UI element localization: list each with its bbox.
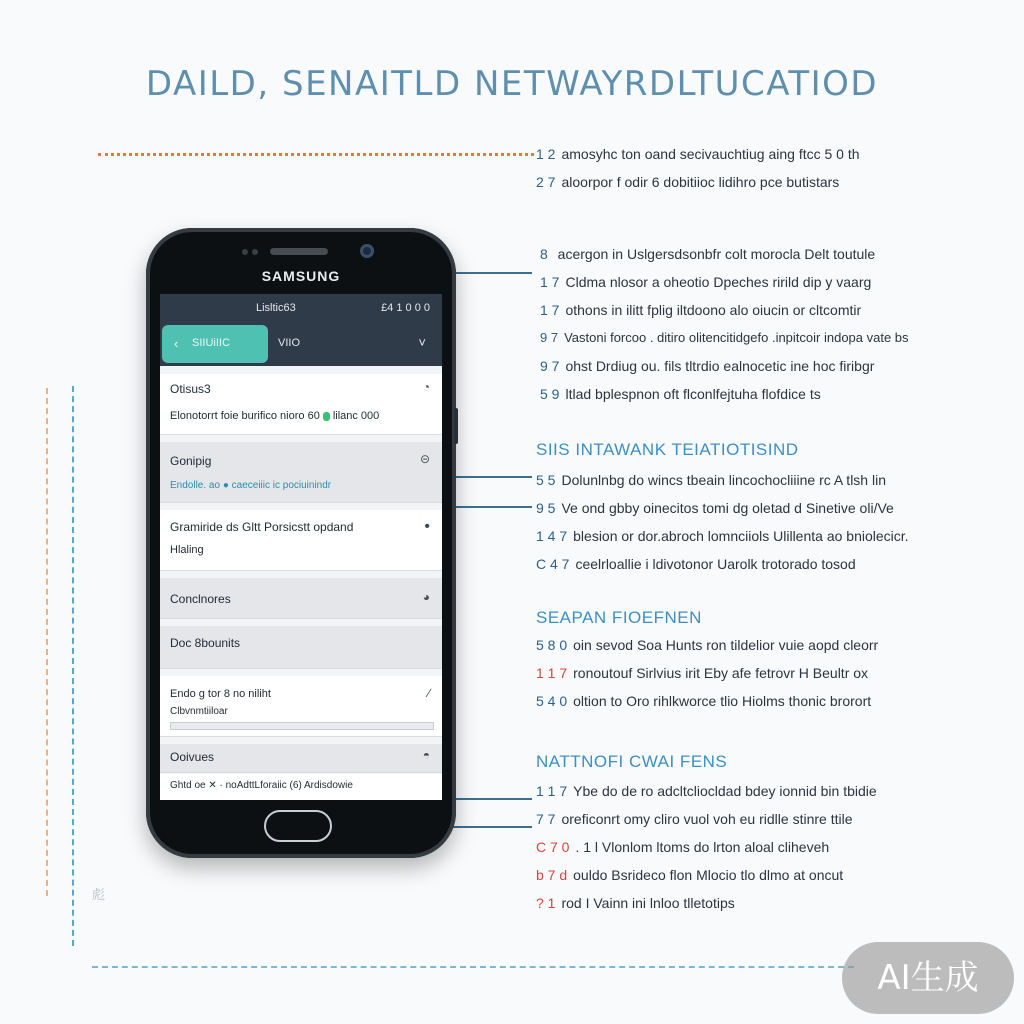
row-text: ohst Drdiug ou. fils tltrdio ealnocetic ine hoc firibgr (565, 358, 875, 374)
row-number: C 4 7 (536, 556, 570, 572)
bottom-guide (92, 966, 854, 968)
left-blue-guide (72, 386, 74, 946)
list-item-title: Gramiride ds Gltt Porsicstt opdand (170, 520, 354, 534)
list-item-title: Gonipig (170, 454, 212, 468)
minus-circle-icon[interactable]: ⊝ (419, 452, 430, 466)
row-number: 1 7 (540, 302, 560, 318)
refresh-circle-icon[interactable]: ◕ (422, 590, 430, 604)
list-item[interactable] (160, 510, 442, 571)
list-item (536, 528, 909, 544)
list-item (540, 302, 861, 318)
list-item-title: Ooivues (170, 750, 215, 764)
list-item[interactable] (160, 578, 442, 619)
row-number: 1 2 (536, 146, 556, 162)
row-number: 1 4 7 (536, 528, 568, 544)
list-item-title: Conclnores (170, 592, 231, 606)
row-text: blesion or dor.abroch lomnciiols Ulillenta ao bniolecicr. (573, 528, 909, 544)
list-item (536, 811, 852, 827)
list-item (540, 246, 875, 262)
proximity-sensor (242, 249, 248, 255)
list-item (536, 472, 886, 488)
circle-icon[interactable]: ◓ (422, 748, 430, 762)
side-button[interactable] (454, 408, 458, 444)
row-number: 8 (540, 246, 548, 262)
row-text: ltlad bplespnon oft flconlfejtuha flofdice ts (565, 386, 821, 402)
earpiece-speaker (270, 248, 328, 255)
row-text: ouldo Bsrideco flon Mlocio tlo dlmo at oncut (573, 867, 844, 883)
phone-brand: SAMSUNG (261, 268, 341, 284)
row-number: 7 7 (536, 811, 556, 827)
row-text: rod I Vainn ini lnloo tlletotips (561, 895, 735, 911)
row-text: amosyhc ton oand secivauchtiug aing ftcc 5 0 th (561, 146, 860, 162)
section-heading: NATTNOFI CWAI FENS (536, 752, 728, 771)
row-number: 5 4 0 (536, 693, 568, 709)
diagram-title: DAILD, SENAITLD NETWAYRDLTUCATIOD (145, 64, 879, 104)
row-text: Ybe do de ro adcltcliocldad bdey ionnid bin tbidie (573, 783, 877, 799)
row-text: othons in ilitt fplig iltdoono alo oiucin or cltcomtir (565, 302, 862, 318)
home-button[interactable] (264, 810, 332, 842)
row-number: 5 5 (536, 472, 556, 488)
row-text: ronoutouf Sirlvius irit Eby afe fetrovr H Beultr ox (573, 665, 869, 681)
list-item-subtitle: Endolle. ao ● caeceiiic ic pociuinindr (170, 480, 332, 491)
list-item-subtitle-b: lilanc 000 (332, 410, 380, 422)
back-button[interactable] (162, 325, 268, 363)
list-item (536, 867, 843, 883)
row-text: oltion to Oro rihlkworce tlio Hiolms thonic brorort (573, 693, 872, 709)
list-item[interactable] (160, 676, 442, 737)
list-item-subtitle: Clbvnmtiiloar (170, 706, 228, 717)
row-number: 5 9 (540, 386, 560, 402)
list-item (536, 637, 878, 653)
list-item-subtitle (170, 410, 379, 422)
list-item (540, 330, 909, 345)
row-number: 9 7 (540, 358, 560, 374)
front-camera-icon (360, 244, 374, 258)
row-text: Cldma nlosor a oheotio Dpeches ririld dip y vaarg (565, 274, 872, 290)
chevron-left-icon: ‹ (174, 336, 179, 351)
edit-icon[interactable]: ∕ (427, 686, 430, 700)
corner-mark: 彪 (92, 887, 106, 902)
list-item-title: Doc 8bounits (170, 636, 241, 650)
list-item (536, 665, 868, 681)
row-text: aloorpor f odir 6 dobitiioc lidihro pce butistars (561, 174, 840, 190)
light-sensor (252, 249, 258, 255)
list-item (540, 358, 874, 374)
row-text: Ve ond gbby oinecitos tomi dg oletad d Sinetive oli/Ve (561, 500, 894, 516)
list-item (536, 146, 860, 162)
row-number: 2 7 (536, 174, 556, 190)
connector-line-1 (452, 272, 532, 274)
row-number: 1 1 7 (536, 783, 568, 799)
list-item (536, 783, 877, 799)
status-dot-icon (323, 412, 330, 421)
chevron-down-icon[interactable]: ˅ (418, 335, 426, 350)
list-item (536, 174, 839, 190)
row-number: 1 1 7 (536, 665, 568, 681)
list-item (536, 693, 871, 709)
row-number: 1 7 (540, 274, 560, 290)
row-number: b 7 d (536, 867, 568, 883)
list-item (536, 839, 829, 855)
phone-screen (160, 294, 442, 800)
status-text: £4 1 0 0 0 (381, 302, 430, 314)
back-button-label: SIIUiIIC (192, 337, 230, 349)
phone-device (146, 228, 456, 858)
section-heading: SEAPAN FIOEFNEN (536, 608, 702, 627)
list-item-subtitle-a: Elonotorrt foie burifico nioro 60 (170, 410, 320, 422)
list-item (540, 386, 821, 402)
dot-icon[interactable]: • (424, 518, 430, 535)
list-item[interactable] (160, 626, 442, 669)
list-item[interactable] (160, 374, 442, 435)
row-number: 5 8 0 (536, 637, 568, 653)
input-bar[interactable] (170, 722, 434, 730)
connector-line-2 (452, 476, 532, 478)
connector-line-5 (440, 826, 532, 828)
section-heading: SIIS INTAWANK TEIATIOTISIND (536, 440, 799, 459)
list-item[interactable] (160, 442, 442, 503)
list-item-title: Ghtd oe ✕ · noAdttLforaiic (6) Ardisdowie (170, 780, 353, 791)
status-bar (160, 294, 442, 324)
row-number: ? 1 (536, 895, 556, 911)
top-leader-line (98, 153, 534, 156)
row-text: oin sevod Soa Hunts ron tildelior vuie aopd cleorr (573, 637, 879, 653)
list-item (540, 274, 871, 290)
list-item[interactable] (160, 744, 442, 773)
status-left-text: Lisltic63 (256, 302, 296, 314)
row-number: 9 7 (540, 330, 559, 345)
list-item-title: Otisus3 (170, 382, 211, 396)
row-number: 9 5 (536, 500, 556, 516)
row-text: . 1 l Vlonlom ltoms do lrton aloal cliheveh (575, 839, 830, 855)
list-item-title: Endo g tor 8 no niliht (170, 688, 271, 700)
list-item (536, 500, 894, 516)
menu-circle-icon[interactable]: ◔ (422, 380, 430, 394)
list-item (536, 895, 735, 911)
left-orange-guide (46, 388, 48, 896)
row-number: C 7 0 (536, 839, 570, 855)
list-item[interactable] (160, 774, 442, 800)
tab-title: VIIO (278, 337, 301, 349)
row-text: acergon in Uslgersdsonbfr colt morocla Delt toutule (553, 246, 876, 262)
row-text: Dolunlnbg do wincs tbeain lincochocliiine rc A tlsh lin (561, 472, 886, 488)
ai-generated-badge: AI生成 (842, 942, 1014, 1014)
list-item (536, 556, 856, 572)
row-text: ceelrloallie i ldivotonor Uarolk trotorado tosod (575, 556, 856, 572)
row-text: oreficonrt omy cliro vuol voh eu ridlle stinre ttile (561, 811, 853, 827)
list-item-subtitle: Hlaling (170, 544, 204, 556)
app-bar (160, 324, 442, 366)
row-text: Vastoni forcoo . ditiro olitencitidgefo .inpitcoir indopa vate bs (564, 330, 909, 345)
